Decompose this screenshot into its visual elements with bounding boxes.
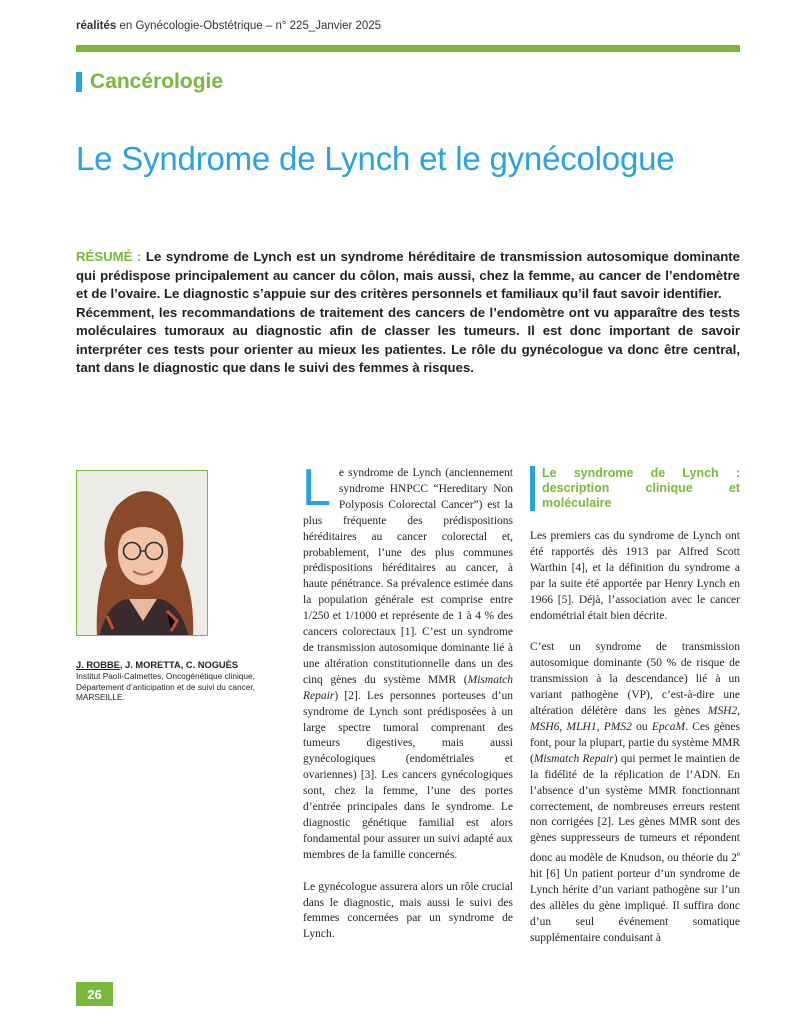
col2-paragraph-1: Les premiers cas du syndrome de Lynch ont été rapportés dès 1913 par Alfred Scott Warthin [4], et la définition du syndrome a par la suite été apportée par Henry Lynch en 1966 [5]. Déjà, l’association avec le cancer endométrial était bien décrite. [530,530,740,622]
abstract-p1-text: Le syndrome de Lynch est un syndrome héréditaire de transmission autosomique dominante qui prédispose principalement au cancer du côlon, mais aussi, chez la femme, au cancer de l’endomètre et de l’ovaire. Le diagnostic s’appuie sur des critères personnels et familiaux qu’il faut savoir identifier. [76,249,740,301]
author-portrait-image [77,471,208,636]
col2-paragraph-2 [530,640,740,946]
author-affiliation: Institut Paoli-Calmettes, Oncogénétique clinique, Département d’anticipation et de suivi du cancer, MARSEILLE. [76,671,255,703]
subsection-title: Le syndrome de Lynch : description clinique et moléculaire [542,466,740,510]
section-heading [76,70,223,94]
first-author: J. ROBBE [76,660,120,670]
running-head [76,20,381,32]
col2-p2-text-d: ) qui permet le maintien de la fidélité de la réplication de l’ADN. En l’absence d’un système MMR fonctionnant correctement, de nombreuses erreurs restent non corrigées [2]. Les gènes MMR sont des gènes suppresseurs de tumeurs et répondent donc au modèle de Knudson, ou théorie du 2 [530,752,740,865]
author-block [76,660,276,703]
subsection-bar [530,466,535,511]
abstract [76,248,740,378]
col1-paragraph-2: Le gynécologue assurera alors un rôle crucial dans le diagnostic, mais aussi le suivi des femmes concernées par un syndrome de Lynch. [303,880,513,941]
intro-em: Mismatch Repair [303,673,513,702]
col2-p2-text-b: ou [631,720,652,733]
page-number: 26 [76,982,113,1006]
col2-em: Mismatch Repair [533,752,614,765]
intro-text: e syndrome de Lynch (anciennement syndrome HNPCC “Hereditary Non Polyposis Colorectal Cancer”) est la plus fréquente des prédispositions héréditaires au cancer colorectal et, probablement, l’une des plus communes prédispositions héréditaires au cancer, à haute pénétrance. Sa prévalence estimée dans la population générale est comprise entre 1/250 et 1/1000 et représente de 1 à 4 % des cancers colorectaux [1]. C’est un syndrome de transmission autosomique dominante lié à une altération constitutionnelle dans un des cinq gènes du système MMR ( [303,467,513,686]
section-label: Cancérologie [90,70,224,93]
intro-paragraph [302,459,513,864]
author-photo [76,470,208,636]
abstract-label: RÉSUMÉ : [76,249,146,264]
author-names [76,660,276,670]
section-bar [76,72,82,92]
issue-info: en Gynécologie-Obstétrique – n° 225_Janvier 2025 [116,20,382,32]
header-rule [76,45,740,52]
abstract-p1 [76,248,740,304]
co-authors: , J. MORETTA, C. NOGUÈS [119,660,239,670]
gene-list: MSH2, MSH6, MLH1, PMS2 [530,705,740,733]
col2-p2-text-c: . Ces gènes font, pour la plupart, partie du système MMR ( [530,720,740,765]
col2-p2-text-a: C’est un syndrome de transmission autosomique dominante (50 % de risque de transmission à la descendance) lié à un variant pathogène (VP), c’est-à-dire une altération délétère dans les gènes [530,641,740,718]
journal-brand: réalités [76,20,117,32]
gene-epcam: EpcaM [651,720,686,733]
text-column-2 [530,466,740,946]
drop-cap: L [302,459,331,517]
superscript: e [736,850,740,859]
abstract-p2: Récemment, les recommandations de traitement des cancers de l’endomètre ont vu apparaître des tests moléculaires tumoraux au diagnostic afin de classer les tumeurs. Il est donc important de savoir interpréter ces tests pour orienter au mieux les patientes. Le rôle du gynécologue va donc être central, tant dans le diagnostic que dans le suivi des femmes à risques. [76,304,740,375]
article-title: Le Syndrome de Lynch et le gynécologue [76,140,675,177]
intro-text-end: ) [2]. Les personnes porteuses d’un syndrome de Lynch sont prédisposées à un large spectre tumoral comprenant des tumeurs digestives, mais aussi gynécologiques (endométriales et ovariennes) [3]. Les cancers gynécologiques sont, chez la femme, l’une des portes d’entrée principales dans le syndrome. Le diagnostic génétique familial est alors fondamental pour assurer un suivi adapté aux membres de la famille concernés. [303,689,513,861]
col2-p2-text-e: hit [6] Un patient porteur d’un syndrome de Lynch hérite d’un variant pathogène sur l’un des allèles du gène impliqué. Il suffira donc d’un seul événement somatique supplémentaire conduisant à [530,867,740,944]
subsection-heading [530,466,740,511]
text-column-1 [302,459,513,943]
